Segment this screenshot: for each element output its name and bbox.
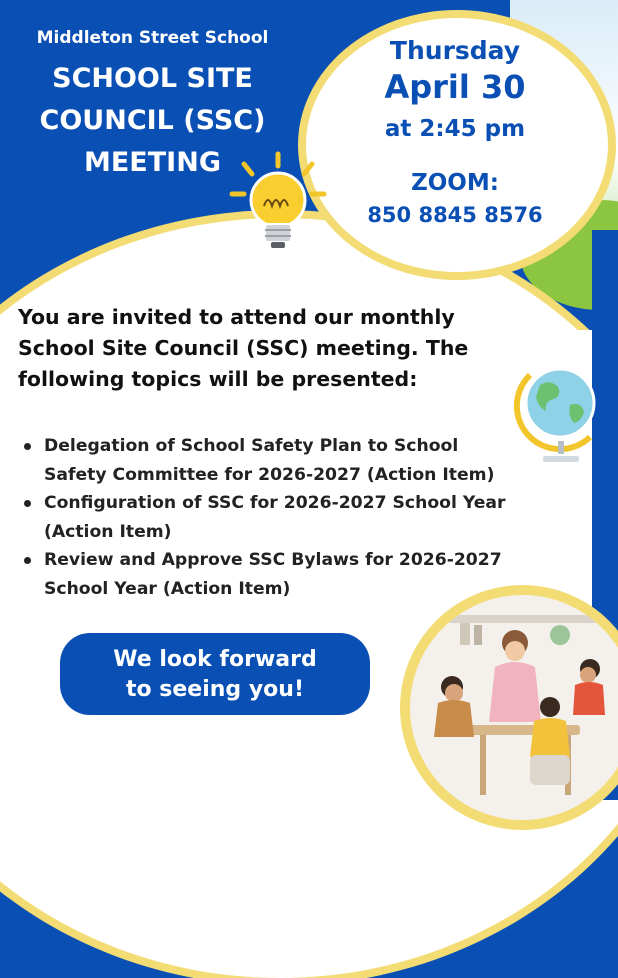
list-item: [18, 546, 538, 603]
classroom-illustration-art: [410, 595, 618, 820]
topics-list: [18, 432, 538, 603]
topic-line: School Year (Action Item): [44, 578, 291, 599]
school-name: Middleton Street School: [36, 28, 269, 48]
closing-line: to seeing you!: [126, 677, 304, 702]
zoom-id: 850 8845 8576: [367, 203, 543, 227]
title-line: COUNCIL (SSC): [39, 105, 266, 136]
meeting-time: at 2:45 pm: [384, 116, 526, 142]
list-item: [18, 432, 538, 489]
invitation-line: School Site Council (SSC) meeting. The: [18, 336, 469, 360]
closing-banner: [60, 633, 370, 715]
list-item: [18, 489, 538, 546]
topic-line: Safety Committee for 2026-2027 (Action Item): [44, 464, 495, 485]
meeting-day: Thursday: [389, 36, 521, 65]
globe-icon: [512, 355, 612, 470]
lightbulb-icon: [228, 150, 328, 260]
closing-line: We look forward: [113, 647, 317, 672]
meeting-date: April 30: [384, 68, 526, 106]
title-line: SCHOOL SITE: [52, 63, 253, 94]
classroom-illustration: [410, 595, 618, 820]
invitation-line: following topics will be presented:: [18, 367, 418, 391]
topic-line: Configuration of SSC for 2026-2027 School Year: [44, 493, 506, 513]
title-line: MEETING: [84, 147, 221, 178]
topic-line: Review and Approve SSC Bylaws for 2026-2027: [44, 550, 502, 570]
invitation-text: [18, 302, 518, 395]
topic-line: Delegation of School Safety Plan to School: [44, 436, 459, 456]
invitation-line: You are invited to attend our monthly: [18, 305, 455, 329]
topic-line: (Action Item): [44, 521, 172, 542]
zoom-label: ZOOM:: [411, 170, 499, 196]
